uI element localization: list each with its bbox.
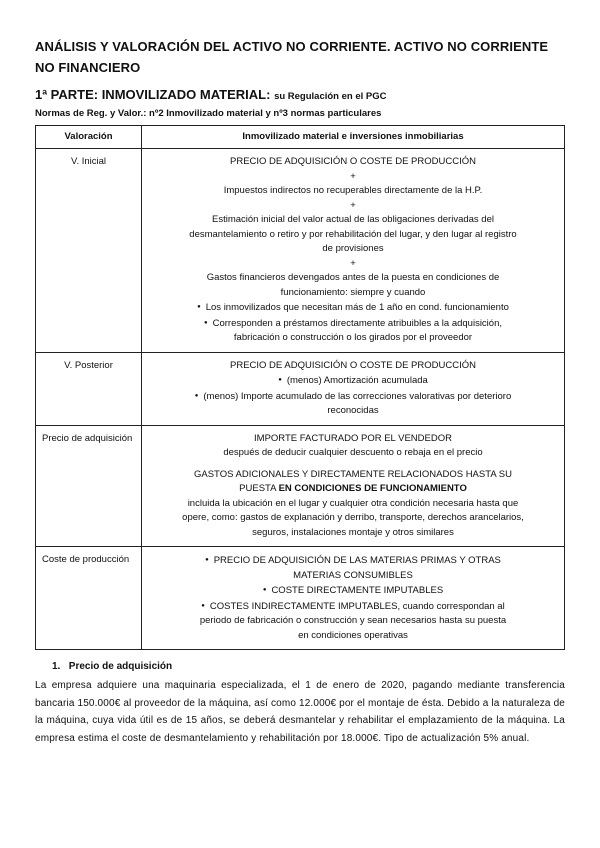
content-line: en condiciones operativas xyxy=(298,629,408,641)
header-inmovilizado: Inmovilizado material e inversiones inmobiliarias xyxy=(142,126,565,149)
section-number: 1. xyxy=(52,661,61,672)
plus-sign: + xyxy=(350,257,356,269)
table-row xyxy=(36,425,565,547)
content-line: PRECIO DE ADQUISICIÓN O COSTE DE PRODUCCIÓN xyxy=(230,156,476,167)
content-line: periodo de fabricación o construcción y sean necesarios hasta su puesta xyxy=(199,615,507,626)
row-content-v-inicial xyxy=(142,149,565,353)
table-row xyxy=(36,149,565,353)
content-line: después de deducir cualquier descuento o rebaja en el precio xyxy=(223,447,483,458)
part-heading xyxy=(35,86,565,106)
bullet-item: ● (menos) Amortización acumulada xyxy=(150,373,556,389)
content-line: MATERIAS CONSUMIBLES xyxy=(293,569,413,581)
content-line-part: COSTES INDIRECTAMENTE IMPUTABLES, xyxy=(209,600,401,612)
content-line: seguros, instalaciones montaje y otros similares xyxy=(252,526,454,538)
content-line-part: PUESTA xyxy=(239,483,279,494)
content-line: Estimación inicial del valor actual de las obligaciones derivadas del xyxy=(212,214,494,225)
bullet-item: ● Los inmovilizados que necesitan más de 1 año en cond. funcionamiento xyxy=(150,300,556,316)
table-row xyxy=(36,547,565,650)
section-heading xyxy=(35,660,565,674)
exercise-paragraph: La empresa adquiere una maquinaria especializada, el 1 de enero de 2020, pagando mediante transferencia bancaria 150.000€ al proveedor de la máquina, así como 12.000€ por el montaje de ésta. Debido a la naturaleza de la máquina, cuya vida útil es de 15 años, se deberá desmantelar y rehabilitar el emplazamiento de la máquina. La empresa estima el coste de desmantelamiento y rehabilitación por 18.000€. Tipo de actualización 5% anual. xyxy=(35,680,565,744)
emphasis-condiciones: EN CONDICIONES DE FUNCIONAMIENTO xyxy=(278,483,467,494)
row-label-coste-produccion: Coste de producción xyxy=(36,547,142,650)
content-line: Impuestos indirectos no recuperables directamente de la H.P. xyxy=(223,185,483,196)
table-row xyxy=(36,352,565,425)
header-valoracion: Valoración xyxy=(36,126,142,149)
content-line: desmantelamiento o retiro y por rehabilitación del lugar, y den lugar al registro xyxy=(189,228,517,240)
content-line: IMPORTE FACTURADO POR EL VENDEDOR xyxy=(254,432,452,444)
bullet-item: ● Corresponden a préstamos directamente atribuibles a la adquisición, xyxy=(150,316,556,332)
plus-sign: + xyxy=(350,170,356,182)
content-line-part: cuando correspondan al xyxy=(400,600,505,612)
content-line xyxy=(150,482,556,497)
content-line: GASTOS ADICIONALES Y DIRECTAMENTE RELACIONADOS HASTA SU xyxy=(194,468,512,480)
bullet-item: ● PRECIO DE ADQUISICIÓN DE LAS MATERIAS PRIMAS Y OTRAS xyxy=(150,553,556,569)
document-page xyxy=(35,36,565,757)
plus-sign: + xyxy=(350,199,356,211)
row-content-precio-adquisicion xyxy=(142,425,565,547)
bullet-item: ● COSTE DIRECTAMENTE IMPUTABLES xyxy=(150,583,556,599)
row-content-coste-produccion xyxy=(142,547,565,650)
section-title: Precio de adquisición xyxy=(68,661,173,672)
table-header-row xyxy=(36,126,565,149)
content-line: opere, como: gastos de explanación y derribo, transporte, derechos arancelarios, xyxy=(182,512,524,523)
bullet-item xyxy=(150,599,556,615)
row-content-v-posterior xyxy=(142,352,565,425)
content-line: Gastos financieros devengados antes de la puesta en condiciones de xyxy=(206,272,500,283)
content-line: funcionamiento: siempre y cuando xyxy=(280,286,426,298)
row-label-precio-adquisicion: Precio de adquisición xyxy=(36,425,142,547)
part-heading-sub: su Regulación en el PGC xyxy=(274,91,387,102)
content-line: incluida la ubicación en el lugar y cualquier otra condición necesaria hasta que xyxy=(187,497,519,509)
normas-line: Normas de Reg. y Valor.: nº2 Inmovilizado material y nº3 normas particulares xyxy=(35,108,382,119)
row-label-v-posterior: V. Posterior xyxy=(36,352,142,425)
content-line: fabricación o construcción o los girados por el proveedor xyxy=(233,332,473,343)
row-label-v-inicial: V. Inicial xyxy=(36,149,142,353)
bullet-item: ● (menos) Importe acumulado de las correcciones valorativas por deterioro xyxy=(150,389,556,405)
document-title: ANÁLISIS Y VALORACIÓN DEL ACTIVO NO CORRIENTE. ACTIVO NO CORRIENTE NO FINANCIERO xyxy=(35,39,549,75)
valuation-table xyxy=(35,125,565,650)
content-line: PRECIO DE ADQUISICIÓN O COSTE DE PRODUCCIÓN xyxy=(230,359,476,371)
content-line: reconocidas xyxy=(327,405,379,416)
part-heading-main: 1ª PARTE: INMOVILIZADO MATERIAL: xyxy=(35,87,271,102)
content-line: de provisiones xyxy=(322,243,384,254)
